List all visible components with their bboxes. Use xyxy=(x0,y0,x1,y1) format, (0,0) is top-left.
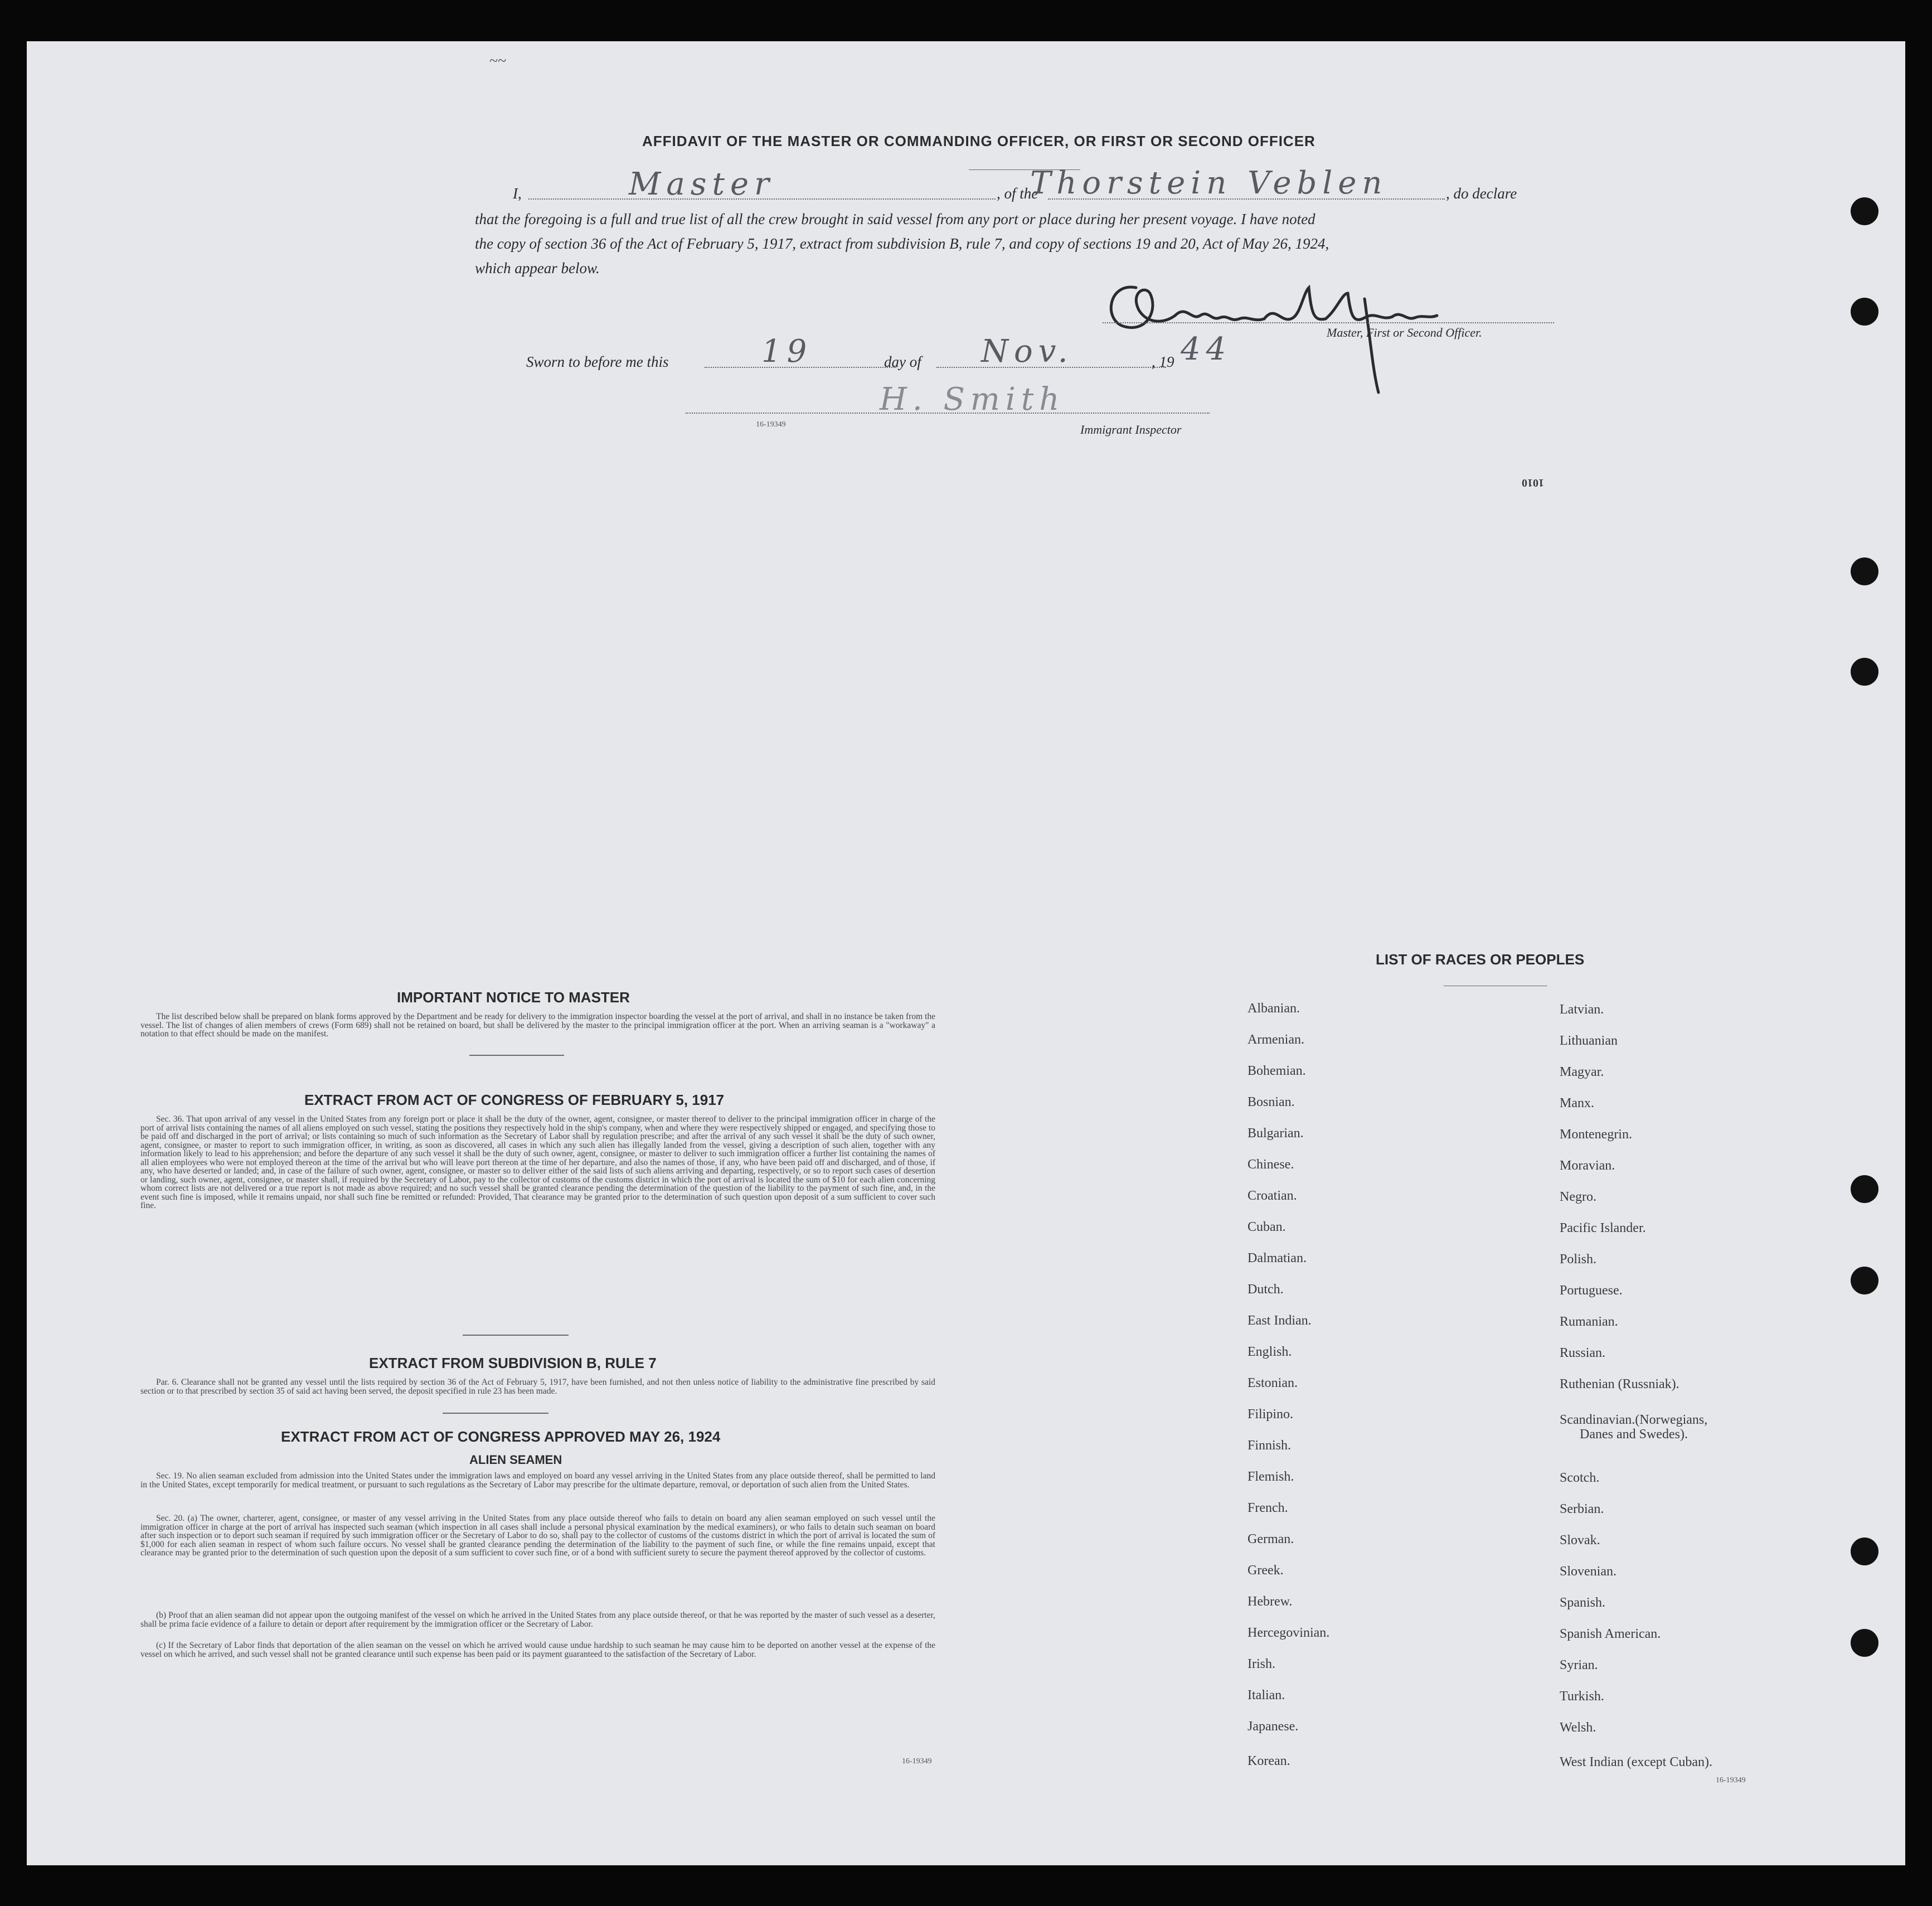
handwritten-name: Master xyxy=(629,166,775,202)
race-item: Greek. xyxy=(1247,1563,1284,1578)
declaration-line: which appear below. xyxy=(475,260,600,277)
stamp-mark: 1010 xyxy=(1522,477,1544,489)
race-item: West Indian (except Cuban). xyxy=(1560,1755,1712,1769)
race-item: Ruthenian (Russniak). xyxy=(1560,1377,1679,1391)
day-of-label: day of xyxy=(884,353,921,370)
race-item: Rumanian. xyxy=(1560,1315,1618,1329)
punch-hole xyxy=(1851,1175,1878,1203)
race-item: Manx. xyxy=(1560,1096,1594,1110)
section-rule xyxy=(469,1055,564,1056)
label-i: I, xyxy=(513,185,522,202)
race-item: Turkish. xyxy=(1560,1689,1604,1704)
race-item: Pacific Islander. xyxy=(1560,1221,1646,1235)
punch-hole xyxy=(1851,557,1878,585)
label-of-the: , of the xyxy=(997,185,1038,202)
race-item: English. xyxy=(1247,1345,1292,1359)
race-item: Korean. xyxy=(1247,1754,1290,1768)
punch-hole xyxy=(1851,197,1878,225)
notice-heading: IMPORTANT NOTICE TO MASTER xyxy=(397,989,630,1006)
race-item: Italian. xyxy=(1247,1688,1285,1703)
extract-1917-text: Sec. 36. That upon arrival of any vessel in the United States from any foreign port or place it shall be the duty of the owner, agent, consignee, or master thereof to deliver to the principal immigration officer in charge of the port of arrival lists containing the names of all aliens employed on such vessel, stating the positions they respectively hold in the ship's company, when and where they were respectively shipped or engaged, and specifying those to be paid off and discharged in the port of arrival; or lists containing so much of such information as the Secretary of Labor shall by regulation prescribe; and after the arrival of any such vessel it shall be the duty of such owner, agent, consignee, or master to report to such immigration officer, in writing, as soon as discovered, all cases in which any such alien has illegally landed from the vessel, giving a description of such alien, together with any information likely to lead to his apprehension; and before the departure of any such vessel it shall be the duty of such owner, agent, consignee, or master to deliver to such immigration officer a further list containing the names of all alien employees who were not employed thereon at the time of the arrival but who will leave port thereon at the time of her departure, and also the names of those, if any, who have been paid off and discharged, and of those, if any, who have deserted or landed; and, in case of the failure of such owner, agent, consignee, or master so to deliver either of the said lists of such aliens arriving and departing, respectively, or so to report such cases of desertion or landing, such owner, agent, consignee, or master shall, if required by the Secretary of Labor, pay to the collector of customs of the customs district in which the port of arrival is located the sum of $10 for each alien concerning whom correct lists are not delivered or a true report is not made as above required; and no such vessel shall be granted clearance pending the determination of the question of the liability to the payment of such fine, and, in the event such fine is imposed, while it remains unpaid, nor shall such fine be remitted or refunded: Provided, That clearance may be granted prior to the determination of such question upon deposit of a sum sufficient to cover such fine. xyxy=(140,1114,935,1210)
punch-hole xyxy=(1851,1629,1878,1657)
inspector-caption: Immigrant Inspector xyxy=(1080,423,1182,437)
race-item: Lithuanian xyxy=(1560,1034,1618,1048)
race-item: Japanese. xyxy=(1247,1719,1299,1734)
document-page xyxy=(27,41,1905,1865)
punch-hole xyxy=(1851,1538,1878,1565)
extract-1917-heading: EXTRACT FROM ACT OF CONGRESS OF FEBRUARY 5, 1917 xyxy=(304,1092,725,1108)
handwritten-month: Nov. xyxy=(981,333,1074,370)
race-item: East Indian. xyxy=(1247,1313,1312,1328)
alien-seamen-subheading: ALIEN SEAMEN xyxy=(469,1453,562,1467)
races-heading: LIST OF RACES OR PEOPLES xyxy=(1376,951,1585,968)
race-item: Serbian. xyxy=(1560,1502,1604,1516)
affidavit-title: AFFIDAVIT OF THE MASTER OR COMMANDING OFFICER, OR FIRST OR SECOND OFFICER xyxy=(642,133,1315,149)
race-item: Scotch. xyxy=(1560,1471,1600,1485)
race-item: Armenian. xyxy=(1247,1032,1304,1047)
race-item: Russian. xyxy=(1560,1346,1606,1360)
race-item: Estonian. xyxy=(1247,1376,1298,1390)
declaration-line: that the foregoing is a full and true list of all the crew brought in said vessel from any port or place during her present voyage. I have noted xyxy=(475,211,1315,227)
race-item: Dutch. xyxy=(1247,1282,1284,1297)
race-item: Slovenian. xyxy=(1560,1564,1617,1579)
race-item: Montenegrin. xyxy=(1560,1127,1632,1142)
race-item: Spanish. xyxy=(1560,1595,1606,1610)
race-item: Bohemian. xyxy=(1247,1064,1306,1078)
punch-hole xyxy=(1851,298,1878,326)
form-number: 16-19349 xyxy=(902,1757,932,1766)
race-item: Irish. xyxy=(1247,1657,1275,1671)
race-item: Latvian. xyxy=(1560,1002,1604,1017)
master-signature xyxy=(1097,271,1454,427)
race-item: Chinese. xyxy=(1247,1157,1294,1172)
section-rule xyxy=(443,1413,548,1414)
race-item: Syrian. xyxy=(1560,1658,1598,1672)
label-declare: , do declare xyxy=(1446,185,1517,202)
declaration-line: the copy of section 36 of the Act of February 5, 1917, extract from subdivision B, rule 7, and copy of sections 19 and 20, Act of May 26, 1924, xyxy=(475,235,1329,252)
race-item: Slovak. xyxy=(1560,1533,1600,1548)
sworn-label: Sworn to before me this xyxy=(526,353,669,370)
sec20a-text: Sec. 20. (a) The owner, charterer, agent, consignee, or master of any vessel arriving in the United States from any place outside thereof who fails to detain on board any alien seaman employed on such vessel until the immigration officer in charge at the port of arrival has inspected such seaman (which inspection in all cases shall include a personal physical examination by the medical examiners), or who fails to detain such seaman on board after such inspection or to deport such seaman if required by such immigration officer or the Secretary of Labor to do so, shall pay to the collector of customs of the customs district in which the port of arrival is located the sum of $1,000 for each alien seaman in respect of whom such failure occurs. No vessel shall be granted clearance pending the determination of the liability to the payment of such fine, or while the fine remains unpaid, except that clearance may be granted prior to the determination of such question upon the deposit of a sum sufficient to cover such fine, or of a bond with sufficient surety to secure the payment thereof approved by the collector of customs. xyxy=(140,1514,935,1558)
race-item: Finnish. xyxy=(1247,1438,1292,1453)
sec19-text: Sec. 19. No alien seaman excluded from admission into the United States under the immigration laws and employed on board any vessel arriving in the United States from any place outside thereof, shall be permitted to land in the United States, except temporarily for medical treatment, or pursuant to such regulations as the Secretary of Labor may prescribe for the ultimate departure, removal, or deportation of such alien from the United States. xyxy=(140,1471,935,1490)
handwritten-year: 44 xyxy=(1181,331,1232,367)
race-item: Negro. xyxy=(1560,1190,1596,1204)
race-item: Cuban. xyxy=(1247,1220,1286,1234)
race-item: Bulgarian. xyxy=(1247,1126,1304,1141)
handwritten-vessel: Thorstein Veblen xyxy=(1030,165,1388,201)
sec20c-text: (c) If the Secretary of Labor finds that deportation of the alien seaman on the vessel on which he arrived would cause undue hardship to such seaman he may cause him to be deported on another vessel at the expense of the vessel on which he arrived, and such vessel shall not be granted clearance until such expense has been paid or its payment guaranteed to the satisfaction of the Secretary of Labor. xyxy=(140,1641,935,1659)
extract-rule7-heading: EXTRACT FROM SUBDIVISION B, RULE 7 xyxy=(369,1355,657,1371)
race-item: Dalmatian. xyxy=(1247,1251,1307,1265)
race-item: Bosnian. xyxy=(1247,1095,1295,1109)
officer-caption: Master, First or Second Officer. xyxy=(1327,326,1482,340)
race-item: Magyar. xyxy=(1560,1065,1604,1079)
race-item: French. xyxy=(1247,1501,1288,1515)
race-item: Spanish American. xyxy=(1560,1627,1661,1641)
race-item: Welsh. xyxy=(1560,1720,1596,1735)
punch-hole xyxy=(1851,658,1878,686)
race-item: Scandinavian.(Norwegians, xyxy=(1560,1413,1708,1427)
signature-line xyxy=(1103,322,1554,323)
corner-mark: ~~ xyxy=(489,52,507,70)
race-item: Portuguese. xyxy=(1560,1283,1623,1298)
form-number: 16-19349 xyxy=(1716,1776,1746,1784)
punch-hole xyxy=(1851,1267,1878,1294)
extract-rule7-text: Par. 6. Clearance shall not be granted any vessel until the lists required by section 36 of the Act of February 5, 1917, have been furnished, and not then unless notice of liability to the administrative fine prescribed by said section or to that prescribed by section 35 of said act having been served, the deposit specified in rule 23 has been made. xyxy=(140,1378,935,1396)
race-item: Filipino. xyxy=(1247,1407,1294,1422)
handwritten-inspector: H. Smith xyxy=(880,381,1065,418)
sec20b-text: (b) Proof that an alien seaman did not appear upon the outgoing manifest of the vessel on which he arrived in the United States from any place outside thereof, or that he was reported by the master of such vessel as a deserter, shall be prima facie evidence of a failure to detain or deport after requirement by the immigration officer or the Secretary of Labor. xyxy=(140,1611,935,1629)
race-item: Croatian. xyxy=(1247,1189,1297,1203)
handwritten-day: 19 xyxy=(761,333,813,370)
race-item: Moravian. xyxy=(1560,1158,1615,1173)
section-rule xyxy=(463,1335,569,1336)
extract-1924-heading: EXTRACT FROM ACT OF CONGRESS APPROVED MAY 26, 1924 xyxy=(281,1428,721,1445)
year-prefix: , 19 xyxy=(1152,353,1174,370)
race-item: Danes and Swedes). xyxy=(1580,1427,1688,1442)
form-number: 16-19349 xyxy=(756,420,786,429)
race-item: Hebrew. xyxy=(1247,1594,1293,1609)
race-item: Albanian. xyxy=(1247,1001,1300,1016)
race-item: Flemish. xyxy=(1247,1469,1294,1484)
notice-text: The list described below shall be prepared on blank forms approved by the Department and be ready for delivery to the immigration inspector boarding the vessel at the port of arrival, and shall in no instance be taken from the vessel. The list of changes of alien members of crews (Form 689) shall not be retained on board, but shall be delivered by the master to the principal immigration officer at the port. When an arriving seaman is a "workaway" a notation to that effect should be made on the manifest. xyxy=(140,1012,935,1039)
race-item: Hercegovinian. xyxy=(1247,1626,1330,1640)
race-item: Polish. xyxy=(1560,1252,1597,1267)
race-item: German. xyxy=(1247,1532,1294,1546)
